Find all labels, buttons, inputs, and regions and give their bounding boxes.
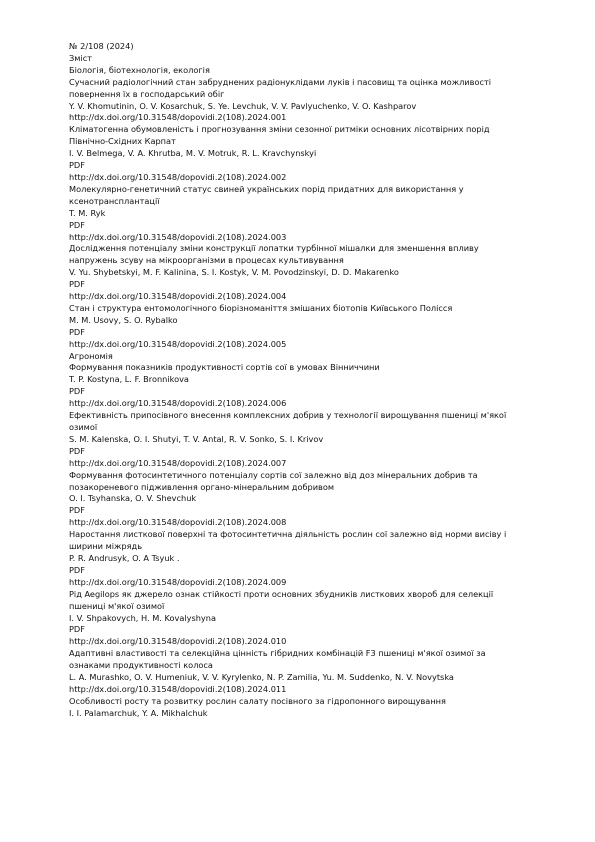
article-doi-link[interactable]: http://dx.doi.org/10.31548/dopovidi.2(108).2024.008 (69, 517, 287, 528)
document-page (69, 41, 539, 720)
article-title[interactable]: Молекулярно-генетичний статус свиней українських порід придатних для використання у (69, 183, 464, 194)
article-title-cont[interactable]: позакореневого підживлення органо-мінеральним добривом (69, 481, 335, 492)
article-title[interactable]: Особливості росту та розвитку рослин салату посівного за гідропонного вирощування (69, 695, 446, 706)
article-doi-link[interactable]: http://dx.doi.org/10.31548/dopovidi.2(108).2024.011 (69, 683, 287, 694)
article-doi-link[interactable]: http://dx.doi.org/10.31548/dopovidi.2(108).2024.003 (69, 231, 287, 242)
article-authors: T. M. Ryk (69, 207, 106, 218)
pdf-link[interactable]: PDF (69, 505, 85, 516)
pdf-link[interactable]: PDF (69, 445, 85, 456)
article-title[interactable]: Формування показників продуктивності сортів сої в умовах Вінниччини (69, 362, 380, 373)
article-doi-link[interactable]: http://dx.doi.org/10.31548/dopovidi.2(108).2024.005 (69, 338, 287, 349)
article-authors: S. M. Kalenska, O. I. Shutyi, T. V. Antal, R. V. Sonko, S. I. Krivov (69, 433, 324, 444)
article-authors: L. A. Murashko, O. V. Humeniuk, V. V. Kyrylenko, N. P. Zamilia, Yu. M. Suddenko, N. V. Novytska (69, 672, 454, 683)
article-authors: I. V. Belmega, V. A. Khrutba, M. V. Motruk, R. L. Kravchynskyi (69, 148, 317, 159)
article-title[interactable]: Кліматогенна обумовленість і прогнозування зміни сезонної ритміки основних лісотвірних порід (69, 124, 490, 135)
article-authors: I. I. Palamarchuk, Y. A. Mikhalchuk (69, 707, 208, 718)
article-doi-link[interactable]: http://dx.doi.org/10.31548/dopovidi.2(108).2024.007 (69, 457, 287, 468)
pdf-link[interactable]: PDF (69, 624, 85, 635)
article-title-cont[interactable]: Північно-Східних Карпат (69, 136, 176, 147)
article-title[interactable]: Рід Aegilops як джерело ознак стійкості проти основних збудників листкових хвороб для селекції (69, 588, 494, 599)
article-doi-link[interactable]: http://dx.doi.org/10.31548/dopovidi.2(108).2024.001 (69, 112, 287, 123)
article-doi-link[interactable]: http://dx.doi.org/10.31548/dopovidi.2(108).2024.002 (69, 171, 287, 182)
article-title[interactable]: Ефективність припосівного внесення комплексних добрив у технології вирощування пшениці м'якої (69, 410, 507, 421)
section-heading-biology: Біологія, біотехнологія, екологія (69, 64, 210, 75)
article-doi-link[interactable]: http://dx.doi.org/10.31548/dopovidi.2(108).2024.010 (69, 636, 287, 647)
article-doi-link[interactable]: http://dx.doi.org/10.31548/dopovidi.2(108).2024.009 (69, 576, 287, 587)
section-heading-agronomy: Агрономія (69, 350, 113, 361)
article-title-cont[interactable]: ширини міжрядь (69, 541, 143, 552)
article-authors: I. V. Shpakovych, H. M. Kovalyshyna (69, 612, 216, 623)
article-authors: Y. V. Khomutinin, O. V. Kosarchuk, S. Ye. Levchuk, V. V. Pavlyuchenko, V. O. Kashparov (69, 100, 417, 111)
article-authors: O. I. Tsyhanska, O. V. Shevchuk (69, 493, 197, 504)
article-title-cont[interactable]: озимої (69, 422, 98, 432)
article-authors: V. Yu. Shybetskyi, M. F. Kalinina, S. I. Kostyk, V. M. Povodzinskyi, D. D. Makarenko (69, 267, 399, 278)
article-doi-link[interactable]: http://dx.doi.org/10.31548/dopovidi.2(108).2024.006 (69, 398, 287, 409)
article-title[interactable]: Наростання листкової поверхні та фотосинтетична діяльність рослин сої залежно від норми висіву і (69, 529, 507, 540)
pdf-link[interactable]: PDF (69, 386, 85, 397)
article-title-cont[interactable]: напружень зсуву на мікроорганізми в процесах культивування (69, 255, 344, 266)
contents-heading: Зміст (69, 52, 92, 63)
article-authors: M. M. Usovy, S. O. Rybalko (69, 314, 178, 325)
article-title-cont[interactable]: ознаками продуктивності колоса (69, 660, 213, 671)
article-title[interactable]: Дослідження потенціалу зміни конструкції лопатки турбінної мішалки для зменшення впливу (69, 243, 479, 254)
article-authors: P. R. Andrusyk, O. A Tsyuk . (69, 552, 180, 563)
article-title-cont[interactable]: ксенотрансплантації (69, 195, 160, 206)
article-authors: T. P. Kostyna, L. F. Bronnikova (69, 374, 189, 385)
article-title[interactable]: Стан і структура ентомологічного біорізноманіття змішаних біотопів Київського Полісся (69, 302, 453, 313)
article-title[interactable]: Сучасний радіологічний стан забруднених радіонуклідами луків і пасовищ та оцінка можливості (69, 76, 492, 87)
pdf-link[interactable]: PDF (69, 160, 85, 171)
article-title-cont[interactable]: повернення їх в господарський обіг (69, 88, 225, 99)
article-title[interactable]: Формування фотосинтетичного потенціалу сортів сої залежно від доз мінеральних добрив та (69, 469, 478, 480)
article-title-cont[interactable]: пшениці м'якої озимої (69, 600, 165, 611)
issue-number: № 2/108 (2024) (69, 41, 134, 51)
pdf-link[interactable]: PDF (69, 564, 85, 575)
pdf-link[interactable]: PDF (69, 219, 85, 230)
article-title[interactable]: Адаптивні властивості та селекційна цінність гібридних комбінацій F3 пшениці м'якої озимої за (69, 648, 486, 659)
article-doi-link[interactable]: http://dx.doi.org/10.31548/dopovidi.2(108).2024.004 (69, 291, 287, 302)
pdf-link[interactable]: PDF (69, 326, 85, 337)
pdf-link[interactable]: PDF (69, 279, 85, 290)
